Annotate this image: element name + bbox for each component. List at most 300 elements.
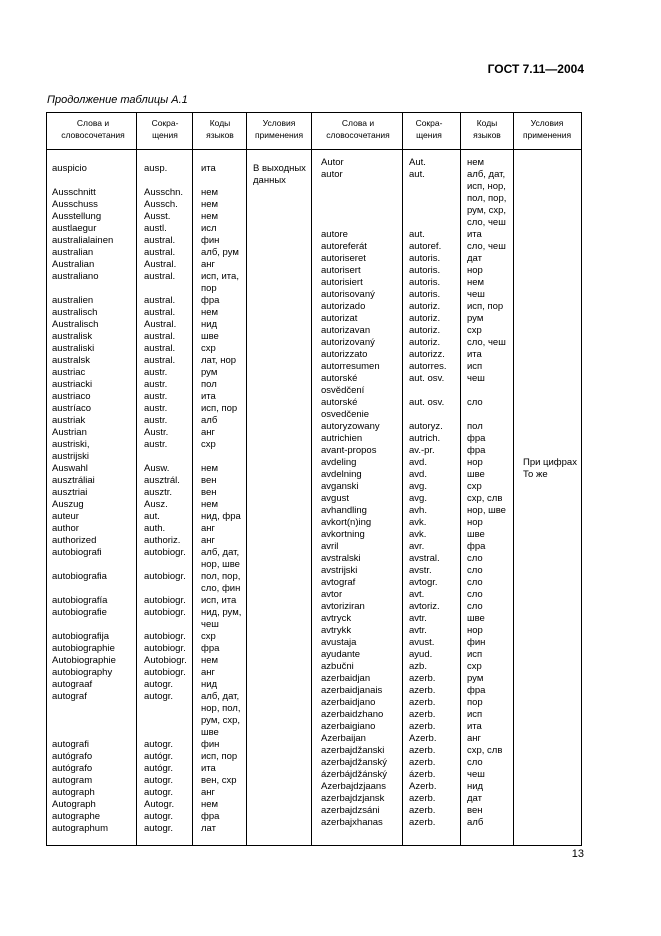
right-language-code-cell: нор (467, 517, 483, 528)
right-word-cell: avkort(n)ing (321, 517, 372, 528)
column-divider (460, 113, 461, 845)
right-language-code-cell: исп (467, 709, 483, 720)
right-language-code-cell: рум (467, 673, 484, 684)
right-word-cell: azerbajdžanski (321, 745, 385, 756)
left-language-code-cell: лат, нор (201, 355, 237, 366)
right-language-code-cell: исп (467, 649, 483, 660)
left-abbreviation-cell: Aussch. (144, 199, 178, 210)
right-abbreviation-cell: ayud. (409, 649, 433, 660)
right-word-cell: ayudante (321, 649, 361, 660)
right-abbreviation-cell: avg. (409, 481, 427, 492)
right-abbreviation-cell: av.-pr. (409, 445, 435, 456)
right-word-cell: autorisiert (321, 277, 363, 288)
left-word-cell: autógrafo (52, 763, 93, 774)
left-language-code-cell: фра (201, 295, 220, 306)
right-language-code-cell: сло, чеш (467, 241, 506, 252)
right-language-code-cell: фра (467, 433, 486, 444)
right-language-code-cell: сло (467, 589, 483, 600)
left-abbreviation-cell: austral. (144, 295, 176, 306)
left-language-code-cell: пол, пор, (201, 571, 241, 582)
left-language-code-cell: нем (201, 799, 219, 810)
left-language-code-cell: алб (201, 415, 218, 426)
left-abbreviation-cell: autobiogr. (144, 607, 186, 618)
right-word-cell: osvedčenie (321, 409, 370, 420)
left-language-code-cell: ита (201, 163, 216, 174)
left-word-cell: autobiografía (52, 595, 108, 606)
left-word-cell: Autobiographie (52, 655, 116, 666)
left-condition-cell: данных (253, 175, 286, 186)
left-abbreviation-cell: aut. (144, 511, 160, 522)
column-header: Условия применения (254, 118, 304, 140)
column-header: Коды языков (473, 118, 501, 140)
left-abbreviation-cell: autobiogr. (144, 667, 186, 678)
right-language-code-cell: пор (467, 697, 483, 708)
left-language-code-cell: фра (201, 643, 220, 654)
left-abbreviation-cell: autogr. (144, 811, 174, 822)
right-language-code-cell: исп, нор, (467, 181, 506, 192)
right-language-code-cell: чеш (467, 289, 485, 300)
right-language-code-cell: фра (467, 541, 486, 552)
left-language-code-cell: фин (201, 739, 220, 750)
right-word-cell: avtryck (321, 613, 352, 624)
left-abbreviation-cell: austr. (144, 415, 168, 426)
right-word-cell: Azerbaijan (321, 733, 366, 744)
left-word-cell: autogram (52, 775, 93, 786)
right-language-code-cell: сло (467, 577, 483, 588)
left-abbreviation-cell: austral. (144, 343, 176, 354)
right-word-cell: azerbajdzjansk (321, 793, 385, 804)
right-abbreviation-cell: Azerb. (409, 781, 437, 792)
left-language-code-cell: нем (201, 307, 219, 318)
left-abbreviation-cell: auth. (144, 523, 166, 534)
left-word-cell: author (52, 523, 79, 534)
left-word-cell: autobiografija (52, 631, 110, 642)
right-abbreviation-cell: azerb. (409, 805, 436, 816)
right-language-code-cell: нор (467, 625, 483, 636)
right-word-cell: avdeling (321, 457, 357, 468)
right-language-code-cell: схр, слв (467, 493, 503, 504)
right-language-code-cell: нор, шве (467, 505, 506, 516)
left-language-code-cell: нор, пол, (201, 703, 241, 714)
right-word-cell: autorizzato (321, 349, 368, 360)
right-language-code-cell: фра (467, 685, 486, 696)
right-abbreviation-cell: aut. osv. (409, 373, 445, 384)
left-word-cell: austríaco (52, 403, 92, 414)
left-language-code-cell: лат (201, 823, 216, 834)
left-word-cell: autografi (52, 739, 89, 750)
left-word-cell: Austrian (52, 427, 87, 438)
left-language-code-cell: анг (201, 667, 215, 678)
right-abbreviation-cell: ázerb. (409, 769, 436, 780)
right-abbreviation-cell: autoriz. (409, 301, 441, 312)
left-language-code-cell: рум, схр, (201, 715, 241, 726)
right-word-cell: azerbajdžanský (321, 757, 388, 768)
right-word-cell: autorské (321, 397, 358, 408)
right-word-cell: avtor (321, 589, 343, 600)
left-abbreviation-cell: Austral. (144, 259, 177, 270)
right-abbreviation-cell: azerb. (409, 817, 436, 828)
right-abbreviation-cell: azerb. (409, 745, 436, 756)
left-word-cell: autograph (52, 787, 95, 798)
right-word-cell: azerbajxhanas (321, 817, 383, 828)
right-word-cell: Autor (321, 157, 344, 168)
right-condition-cell: То же (523, 469, 548, 480)
right-abbreviation-cell: avg. (409, 493, 427, 504)
right-language-code-cell: ита (467, 349, 482, 360)
right-word-cell: autorizat (321, 313, 358, 324)
left-abbreviation-cell: autógr. (144, 763, 174, 774)
right-word-cell: avstrijski (321, 565, 358, 576)
right-word-cell: Azerbajdzjaans (321, 781, 386, 792)
right-abbreviation-cell: avstral. (409, 553, 440, 564)
right-language-code-cell: сло (467, 601, 483, 612)
left-language-code-cell: исп, ита (201, 595, 237, 606)
left-language-code-cell: нид (201, 319, 218, 330)
right-abbreviation-cell: azerb. (409, 673, 436, 684)
left-abbreviation-cell: autobiogr. (144, 595, 186, 606)
left-abbreviation-cell: autobiogr. (144, 571, 186, 582)
left-word-cell: Auszug (52, 499, 84, 510)
right-language-code-cell: сло (467, 757, 483, 768)
right-abbreviation-cell: autoref. (409, 241, 442, 252)
right-word-cell: avdelning (321, 469, 362, 480)
left-language-code-cell: алб, рум (201, 247, 239, 258)
right-language-code-cell: дат (467, 793, 482, 804)
right-language-code-cell: нид (467, 781, 484, 792)
right-language-code-cell: схр (467, 481, 482, 492)
left-word-cell: australiski (52, 343, 95, 354)
left-abbreviation-cell: austr. (144, 439, 168, 450)
table-caption: Продолжение таблицы А.1 (47, 94, 188, 106)
left-abbreviation-cell: autógr. (144, 751, 174, 762)
right-word-cell: osvědčení (321, 385, 365, 396)
right-language-code-cell: дат (467, 253, 482, 264)
right-language-code-cell: исп (467, 361, 483, 372)
right-word-cell: avgust (321, 493, 349, 504)
left-word-cell: austriski, (52, 439, 90, 450)
left-word-cell: australisch (52, 307, 98, 318)
left-word-cell: australsk (52, 355, 91, 366)
right-word-cell: autoryzowany (321, 421, 380, 432)
right-language-code-cell: чеш (467, 373, 485, 384)
left-abbreviation-cell: authoriz. (144, 535, 181, 546)
left-language-code-cell: нем (201, 463, 219, 474)
left-abbreviation-cell: ausztr. (144, 487, 172, 498)
left-abbreviation-cell: austral. (144, 331, 176, 342)
right-abbreviation-cell: autoris. (409, 265, 441, 276)
right-abbreviation-cell: avk. (409, 529, 427, 540)
left-word-cell: austriacki (52, 379, 93, 390)
left-language-code-cell: чеш (201, 619, 219, 630)
right-abbreviation-cell: azerb. (409, 685, 436, 696)
right-word-cell: avtrykk (321, 625, 352, 636)
right-language-code-cell: пол (467, 421, 483, 432)
right-abbreviation-cell: avh. (409, 505, 427, 516)
left-language-code-cell: исп, пор (201, 403, 238, 414)
right-language-code-cell: схр, слв (467, 745, 503, 756)
left-abbreviation-cell: austral. (144, 235, 176, 246)
right-abbreviation-cell: autoris. (409, 277, 441, 288)
right-language-code-cell: схр (467, 325, 482, 336)
left-abbreviation-cell: Ausz. (144, 499, 168, 510)
left-word-cell: austriak (52, 415, 86, 426)
right-language-code-cell: фра (467, 445, 486, 456)
left-word-cell: autobiografie (52, 607, 107, 618)
right-language-code-cell: сло (467, 565, 483, 576)
left-abbreviation-cell: austral. (144, 247, 176, 258)
left-abbreviation-cell: austl. (144, 223, 167, 234)
left-language-code-cell: пол (201, 379, 217, 390)
left-abbreviation-cell: austral. (144, 307, 176, 318)
left-language-code-cell: анг (201, 259, 215, 270)
column-header: Коды языков (206, 118, 234, 140)
right-language-code-cell: сло, чеш (467, 217, 506, 228)
right-language-code-cell: сло (467, 397, 483, 408)
left-abbreviation-cell: autobiogr. (144, 547, 186, 558)
left-word-cell: Ausstellung (52, 211, 102, 222)
right-language-code-cell: шве (467, 613, 485, 624)
right-abbreviation-cell: avtr. (409, 625, 427, 636)
left-word-cell: autobiographie (52, 643, 115, 654)
column-divider (246, 113, 247, 845)
right-language-code-cell: фин (467, 637, 486, 648)
right-language-code-cell: нем (467, 157, 485, 168)
right-language-code-cell: шве (467, 469, 485, 480)
right-word-cell: autor (321, 169, 343, 180)
right-abbreviation-cell: autorres. (409, 361, 447, 372)
column-header: Слова и словосочетания (326, 118, 390, 140)
left-abbreviation-cell: austr. (144, 403, 168, 414)
right-language-code-cell: ита (467, 229, 482, 240)
right-abbreviation-cell: azerb. (409, 709, 436, 720)
left-language-code-cell: исп, пор (201, 751, 238, 762)
right-language-code-cell: пол, пор, (467, 193, 507, 204)
left-abbreviation-cell: autogr. (144, 679, 174, 690)
left-language-code-cell: фин (201, 235, 220, 246)
left-word-cell: autographum (52, 823, 108, 834)
left-language-code-cell: ита (201, 763, 216, 774)
left-language-code-cell: нем (201, 499, 219, 510)
right-word-cell: autrichien (321, 433, 363, 444)
column-divider (136, 113, 137, 845)
right-abbreviation-cell: azerb. (409, 721, 436, 732)
abbreviation-table (46, 112, 582, 846)
right-abbreviation-cell: avstr. (409, 565, 432, 576)
left-abbreviation-cell: ausztrál. (144, 475, 180, 486)
left-abbreviation-cell: austr. (144, 379, 168, 390)
left-abbreviation-cell: autogr. (144, 775, 174, 786)
right-word-cell: autorresumen (321, 361, 380, 372)
left-word-cell: austriac (52, 367, 86, 378)
header-divider (47, 149, 581, 150)
left-abbreviation-cell: Austral. (144, 319, 177, 330)
right-abbreviation-cell: azerb. (409, 793, 436, 804)
left-language-code-cell: схр (201, 439, 216, 450)
right-abbreviation-cell: autrich. (409, 433, 441, 444)
right-word-cell: avustaja (321, 637, 357, 648)
left-abbreviation-cell: Austr. (144, 427, 169, 438)
right-abbreviation-cell: avt. (409, 589, 425, 600)
right-language-code-cell: чеш (467, 769, 485, 780)
left-abbreviation-cell: autogr. (144, 739, 174, 750)
right-word-cell: azerbajdzsáni (321, 805, 380, 816)
left-word-cell: authorized (52, 535, 97, 546)
right-word-cell: autorizado (321, 301, 366, 312)
right-word-cell: autorizovaný (321, 337, 375, 348)
right-word-cell: azbučni (321, 661, 354, 672)
left-language-code-cell: анг (201, 787, 215, 798)
right-abbreviation-cell: autoriz. (409, 313, 441, 324)
right-language-code-cell: нор (467, 265, 483, 276)
left-word-cell: Auswahl (52, 463, 88, 474)
right-abbreviation-cell: avr. (409, 541, 425, 552)
right-word-cell: azerbaidjan (321, 673, 371, 684)
right-condition-cell: При цифрах (523, 457, 577, 468)
left-abbreviation-cell: autobiogr. (144, 643, 186, 654)
left-word-cell: autobiografi (52, 547, 102, 558)
left-word-cell: australien (52, 295, 94, 306)
column-divider (311, 113, 312, 845)
left-language-code-cell: исп, ита, (201, 271, 239, 282)
right-abbreviation-cell: azerb. (409, 757, 436, 768)
right-word-cell: avstralski (321, 553, 361, 564)
left-abbreviation-cell: ausp. (144, 163, 168, 174)
left-word-cell: auspicio (52, 163, 87, 174)
left-language-code-cell: алб, дат, (201, 691, 240, 702)
left-language-code-cell: вен, схр (201, 775, 237, 786)
right-language-code-cell: алб (467, 817, 484, 828)
right-language-code-cell: вен (467, 805, 483, 816)
right-abbreviation-cell: autoris. (409, 253, 441, 264)
left-abbreviation-cell: autogr. (144, 823, 174, 834)
left-language-code-cell: нид (201, 679, 218, 690)
right-language-code-cell: рум (467, 313, 484, 324)
page-number: 13 (571, 848, 584, 860)
left-word-cell: Ausschnitt (52, 187, 96, 198)
right-word-cell: azerbaidzhano (321, 709, 384, 720)
left-word-cell: autographe (52, 811, 101, 822)
left-language-code-cell: анг (201, 427, 215, 438)
left-language-code-cell: нем (201, 187, 219, 198)
right-word-cell: avhandling (321, 505, 367, 516)
left-word-cell: auteur (52, 511, 79, 522)
right-word-cell: avtoriziran (321, 601, 365, 612)
column-divider (192, 113, 193, 845)
left-language-code-cell: нем (201, 211, 219, 222)
left-word-cell: Ausschuss (52, 199, 98, 210)
column-header: Условия применения (522, 118, 572, 140)
left-word-cell: ausztriai (52, 487, 88, 498)
right-language-code-cell: сло (467, 553, 483, 564)
left-word-cell: austlaegur (52, 223, 97, 234)
right-abbreviation-cell: Azerb. (409, 733, 437, 744)
left-word-cell: autobiography (52, 667, 113, 678)
right-word-cell: autorizavan (321, 325, 371, 336)
left-word-cell: ausztráliai (52, 475, 95, 486)
right-language-code-cell: рум, схр, (467, 205, 507, 216)
right-word-cell: azerbaidjano (321, 697, 376, 708)
right-word-cell: autorisert (321, 265, 361, 276)
left-abbreviation-cell: autobiogr. (144, 631, 186, 642)
left-word-cell: australian (52, 247, 94, 258)
left-condition-cell: В выходных (253, 163, 306, 174)
right-abbreviation-cell: avust. (409, 637, 435, 648)
right-language-code-cell: нор (467, 457, 483, 468)
right-language-code-cell: нем (467, 277, 485, 288)
left-language-code-cell: шве (201, 727, 219, 738)
left-abbreviation-cell: austr. (144, 367, 168, 378)
right-abbreviation-cell: avtogr. (409, 577, 438, 588)
right-abbreviation-cell: avk. (409, 517, 427, 528)
left-abbreviation-cell: Ausschn. (144, 187, 184, 198)
right-abbreviation-cell: avd. (409, 469, 427, 480)
left-abbreviation-cell: austral. (144, 355, 176, 366)
right-word-cell: azerbaidjanais (321, 685, 383, 696)
right-word-cell: autoreferát (321, 241, 367, 252)
right-abbreviation-cell: Aut. (409, 157, 426, 168)
right-abbreviation-cell: autorizz. (409, 349, 445, 360)
left-abbreviation-cell: Autogr. (144, 799, 175, 810)
left-word-cell: austriaco (52, 391, 91, 402)
right-word-cell: avganski (321, 481, 359, 492)
right-word-cell: autoriseret (321, 253, 366, 264)
left-language-code-cell: исл (201, 223, 217, 234)
right-word-cell: autorisovaný (321, 289, 375, 300)
right-word-cell: avkortning (321, 529, 365, 540)
right-word-cell: avant-propos (321, 445, 377, 456)
right-language-code-cell: шве (467, 529, 485, 540)
right-abbreviation-cell: avtoriz. (409, 601, 440, 612)
right-abbreviation-cell: autoryz. (409, 421, 443, 432)
left-language-code-cell: нор, шве (201, 559, 240, 570)
left-abbreviation-cell: austr. (144, 391, 168, 402)
left-language-code-cell: сло, фин (201, 583, 241, 594)
right-language-code-cell: сло, чеш (467, 337, 506, 348)
left-language-code-cell: алб, дат, (201, 547, 240, 558)
left-word-cell: Australisch (52, 319, 99, 330)
right-abbreviation-cell: autoriz. (409, 337, 441, 348)
column-header: Слова и словосочетания (61, 118, 125, 140)
left-word-cell: australisk (52, 331, 93, 342)
left-abbreviation-cell: autogr. (144, 691, 174, 702)
left-word-cell: Australian (52, 259, 95, 270)
left-language-code-cell: анг (201, 535, 215, 546)
left-word-cell: austrijski (52, 451, 89, 462)
left-abbreviation-cell: austral. (144, 271, 176, 282)
right-abbreviation-cell: avtr. (409, 613, 427, 624)
column-header: Сокра-щения (151, 118, 179, 140)
left-word-cell: autógrafo (52, 751, 93, 762)
column-header: Сокра-щения (415, 118, 443, 140)
left-abbreviation-cell: autogr. (144, 787, 174, 798)
right-word-cell: avtograf (321, 577, 356, 588)
right-language-code-cell: ита (467, 721, 482, 732)
right-word-cell: azerbaigiano (321, 721, 376, 732)
left-language-code-cell: пор (201, 283, 217, 294)
left-language-code-cell: схр (201, 631, 216, 642)
right-language-code-cell: исп, пор (467, 301, 504, 312)
left-word-cell: autograf (52, 691, 87, 702)
right-abbreviation-cell: aut. (409, 169, 425, 180)
right-abbreviation-cell: azerb. (409, 697, 436, 708)
left-word-cell: Autograph (52, 799, 96, 810)
right-abbreviation-cell: aut. osv. (409, 397, 445, 408)
right-word-cell: autorské (321, 373, 358, 384)
left-word-cell: autograaf (52, 679, 93, 690)
right-abbreviation-cell: autoris. (409, 289, 441, 300)
left-language-code-cell: нид, фра (201, 511, 241, 522)
left-word-cell: autobiografia (52, 571, 107, 582)
